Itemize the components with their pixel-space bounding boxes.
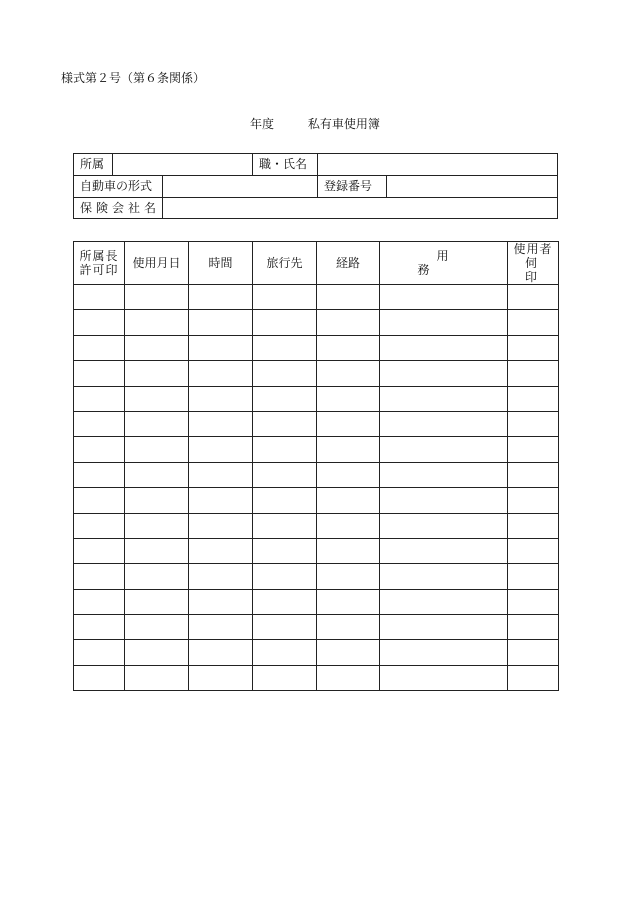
usage-log-table	[73, 241, 559, 691]
log-body	[74, 285, 559, 691]
log-cell-approval-seal[interactable]	[74, 386, 125, 411]
log-cell-route[interactable]	[317, 665, 380, 690]
form-number: 様式第２号（第６条関係）	[61, 71, 206, 85]
header-user-seal-line2: 伺印	[524, 256, 551, 284]
log-cell-route[interactable]	[317, 437, 380, 462]
log-cell-time[interactable]	[189, 564, 253, 589]
log-cell-route[interactable]	[317, 335, 380, 360]
log-cell-destination[interactable]	[253, 462, 317, 487]
registration-label: 登録番号	[324, 179, 373, 193]
table-row	[74, 310, 559, 335]
log-cell-time[interactable]	[189, 437, 253, 462]
log-cell-time[interactable]	[189, 665, 253, 690]
log-cell-approval-seal[interactable]	[74, 462, 125, 487]
log-cell-user-seal[interactable]	[508, 285, 559, 310]
log-cell-approval-seal[interactable]	[74, 285, 125, 310]
log-cell-destination[interactable]	[253, 513, 317, 538]
log-cell-approval-seal[interactable]	[74, 411, 125, 436]
position-name-label: 職・氏名	[259, 157, 308, 171]
log-cell-purpose[interactable]	[380, 285, 508, 310]
log-cell-date[interactable]	[125, 564, 189, 589]
log-cell-destination[interactable]	[253, 335, 317, 360]
log-cell-user-seal[interactable]	[508, 564, 559, 589]
log-cell-destination[interactable]	[253, 538, 317, 563]
log-cell-purpose[interactable]	[380, 361, 508, 386]
log-cell-purpose[interactable]	[380, 665, 508, 690]
log-cell-purpose[interactable]	[380, 564, 508, 589]
header-approval-line2: 許可印	[79, 263, 119, 277]
header-user-seal-line1: 使用者	[513, 242, 553, 256]
log-cell-user-seal[interactable]	[508, 310, 559, 335]
header-route	[317, 242, 380, 285]
log-cell-time[interactable]	[189, 386, 253, 411]
log-header-row	[74, 242, 559, 285]
log-cell-destination[interactable]	[253, 640, 317, 665]
header-date-text: 使用月日	[132, 256, 181, 270]
log-cell-date[interactable]	[125, 665, 189, 690]
log-cell-date[interactable]	[125, 538, 189, 563]
log-cell-date[interactable]	[125, 488, 189, 513]
log-cell-approval-seal[interactable]	[74, 665, 125, 690]
log-cell-destination[interactable]	[253, 589, 317, 614]
log-cell-time[interactable]	[189, 488, 253, 513]
document-title: 私有車使用簿	[307, 117, 380, 131]
log-cell-route[interactable]	[317, 411, 380, 436]
log-cell-destination[interactable]	[253, 310, 317, 335]
log-cell-destination[interactable]	[253, 386, 317, 411]
log-cell-approval-seal[interactable]	[74, 615, 125, 640]
log-cell-approval-seal[interactable]	[74, 513, 125, 538]
log-cell-purpose[interactable]	[380, 488, 508, 513]
log-cell-purpose[interactable]	[380, 589, 508, 614]
log-cell-user-seal[interactable]	[508, 437, 559, 462]
log-cell-time[interactable]	[189, 589, 253, 614]
log-cell-route[interactable]	[317, 513, 380, 538]
log-cell-user-seal[interactable]	[508, 386, 559, 411]
log-cell-time[interactable]	[189, 513, 253, 538]
log-cell-date[interactable]	[125, 462, 189, 487]
log-cell-route[interactable]	[317, 361, 380, 386]
log-cell-time[interactable]	[189, 285, 253, 310]
log-cell-time[interactable]	[189, 335, 253, 360]
car-model-field[interactable]	[163, 176, 317, 197]
log-cell-user-seal[interactable]	[508, 640, 559, 665]
header-destination-text: 旅行先	[266, 256, 303, 270]
log-cell-user-seal[interactable]	[508, 589, 559, 614]
log-cell-purpose[interactable]	[380, 335, 508, 360]
log-cell-route[interactable]	[317, 488, 380, 513]
log-cell-time[interactable]	[189, 310, 253, 335]
log-cell-time[interactable]	[189, 361, 253, 386]
log-cell-user-seal[interactable]	[508, 411, 559, 436]
log-cell-approval-seal[interactable]	[74, 640, 125, 665]
header-destination	[253, 242, 317, 285]
log-cell-time[interactable]	[189, 640, 253, 665]
log-cell-approval-seal[interactable]	[74, 361, 125, 386]
log-cell-destination[interactable]	[253, 488, 317, 513]
table-row	[74, 386, 559, 411]
info-row-car	[74, 176, 557, 198]
log-cell-approval-seal[interactable]	[74, 538, 125, 563]
log-cell-approval-seal[interactable]	[74, 335, 125, 360]
log-cell-time[interactable]	[189, 462, 253, 487]
log-cell-user-seal[interactable]	[508, 615, 559, 640]
table-row	[74, 615, 559, 640]
table-row	[74, 665, 559, 690]
log-cell-approval-seal[interactable]	[74, 437, 125, 462]
log-cell-date[interactable]	[125, 386, 189, 411]
header-route-text: 経路	[335, 256, 360, 270]
log-cell-approval-seal[interactable]	[74, 310, 125, 335]
log-cell-route[interactable]	[317, 640, 380, 665]
car-model-label: 自動車の形式	[80, 179, 153, 193]
log-cell-purpose[interactable]	[380, 386, 508, 411]
table-row	[74, 564, 559, 589]
log-cell-route[interactable]	[317, 285, 380, 310]
vehicle-info-table	[73, 153, 558, 219]
header-approval-seal	[74, 242, 125, 285]
log-cell-destination[interactable]	[253, 361, 317, 386]
header-time	[189, 242, 253, 285]
log-cell-route[interactable]	[317, 564, 380, 589]
table-row	[74, 462, 559, 487]
log-cell-destination[interactable]	[253, 285, 317, 310]
log-cell-user-seal[interactable]	[508, 488, 559, 513]
table-row	[74, 589, 559, 614]
log-cell-approval-seal[interactable]	[74, 564, 125, 589]
affiliation-label: 所属	[80, 157, 105, 171]
log-cell-destination[interactable]	[253, 564, 317, 589]
year-label: 年度	[250, 117, 275, 131]
log-cell-user-seal[interactable]	[508, 665, 559, 690]
table-row	[74, 640, 559, 665]
log-cell-destination[interactable]	[253, 665, 317, 690]
header-user-seal	[508, 242, 559, 285]
log-cell-purpose[interactable]	[380, 615, 508, 640]
log-cell-user-seal[interactable]	[508, 462, 559, 487]
log-cell-destination[interactable]	[253, 411, 317, 436]
log-cell-purpose[interactable]	[380, 513, 508, 538]
log-cell-route[interactable]	[317, 589, 380, 614]
log-cell-user-seal[interactable]	[508, 538, 559, 563]
log-cell-time[interactable]	[189, 411, 253, 436]
header-purpose-text: 用務	[417, 249, 489, 277]
log-cell-date[interactable]	[125, 640, 189, 665]
table-row	[74, 437, 559, 462]
log-cell-date[interactable]	[125, 335, 189, 360]
table-row	[74, 285, 559, 310]
log-cell-purpose[interactable]	[380, 310, 508, 335]
log-cell-purpose[interactable]	[380, 640, 508, 665]
log-cell-date[interactable]	[125, 310, 189, 335]
log-cell-purpose[interactable]	[380, 538, 508, 563]
log-cell-date[interactable]	[125, 437, 189, 462]
log-cell-purpose[interactable]	[380, 411, 508, 436]
insurance-label: 保険会社名	[80, 201, 161, 215]
log-cell-date[interactable]	[125, 285, 189, 310]
log-cell-time[interactable]	[189, 615, 253, 640]
position-name-field[interactable]	[318, 154, 558, 175]
insurance-field[interactable]	[163, 198, 558, 219]
header-purpose	[380, 242, 508, 285]
log-cell-route[interactable]	[317, 310, 380, 335]
header-date	[125, 242, 189, 285]
table-row	[74, 513, 559, 538]
table-row	[74, 538, 559, 563]
log-cell-destination[interactable]	[253, 437, 317, 462]
info-row-insurance	[74, 198, 557, 219]
info-row-affiliation	[74, 154, 557, 176]
table-row	[74, 335, 559, 360]
log-cell-route[interactable]	[317, 462, 380, 487]
table-row	[74, 411, 559, 436]
log-cell-user-seal[interactable]	[508, 335, 559, 360]
table-row	[74, 488, 559, 513]
log-cell-route[interactable]	[317, 386, 380, 411]
log-cell-date[interactable]	[125, 589, 189, 614]
log-cell-user-seal[interactable]	[508, 361, 559, 386]
affiliation-field[interactable]	[113, 154, 252, 175]
log-cell-user-seal[interactable]	[508, 513, 559, 538]
log-cell-approval-seal[interactable]	[74, 589, 125, 614]
log-cell-date[interactable]	[125, 615, 189, 640]
log-cell-route[interactable]	[317, 538, 380, 563]
table-row	[74, 361, 559, 386]
page-title	[250, 115, 380, 132]
log-cell-purpose[interactable]	[380, 462, 508, 487]
header-time-text: 時間	[208, 256, 233, 270]
log-cell-date[interactable]	[125, 411, 189, 436]
log-cell-purpose[interactable]	[380, 437, 508, 462]
header-approval-line1: 所属長	[79, 249, 119, 263]
log-cell-time[interactable]	[189, 538, 253, 563]
registration-field[interactable]	[387, 176, 558, 197]
log-cell-date[interactable]	[125, 361, 189, 386]
log-cell-approval-seal[interactable]	[74, 488, 125, 513]
log-cell-destination[interactable]	[253, 615, 317, 640]
log-cell-date[interactable]	[125, 513, 189, 538]
log-cell-route[interactable]	[317, 615, 380, 640]
